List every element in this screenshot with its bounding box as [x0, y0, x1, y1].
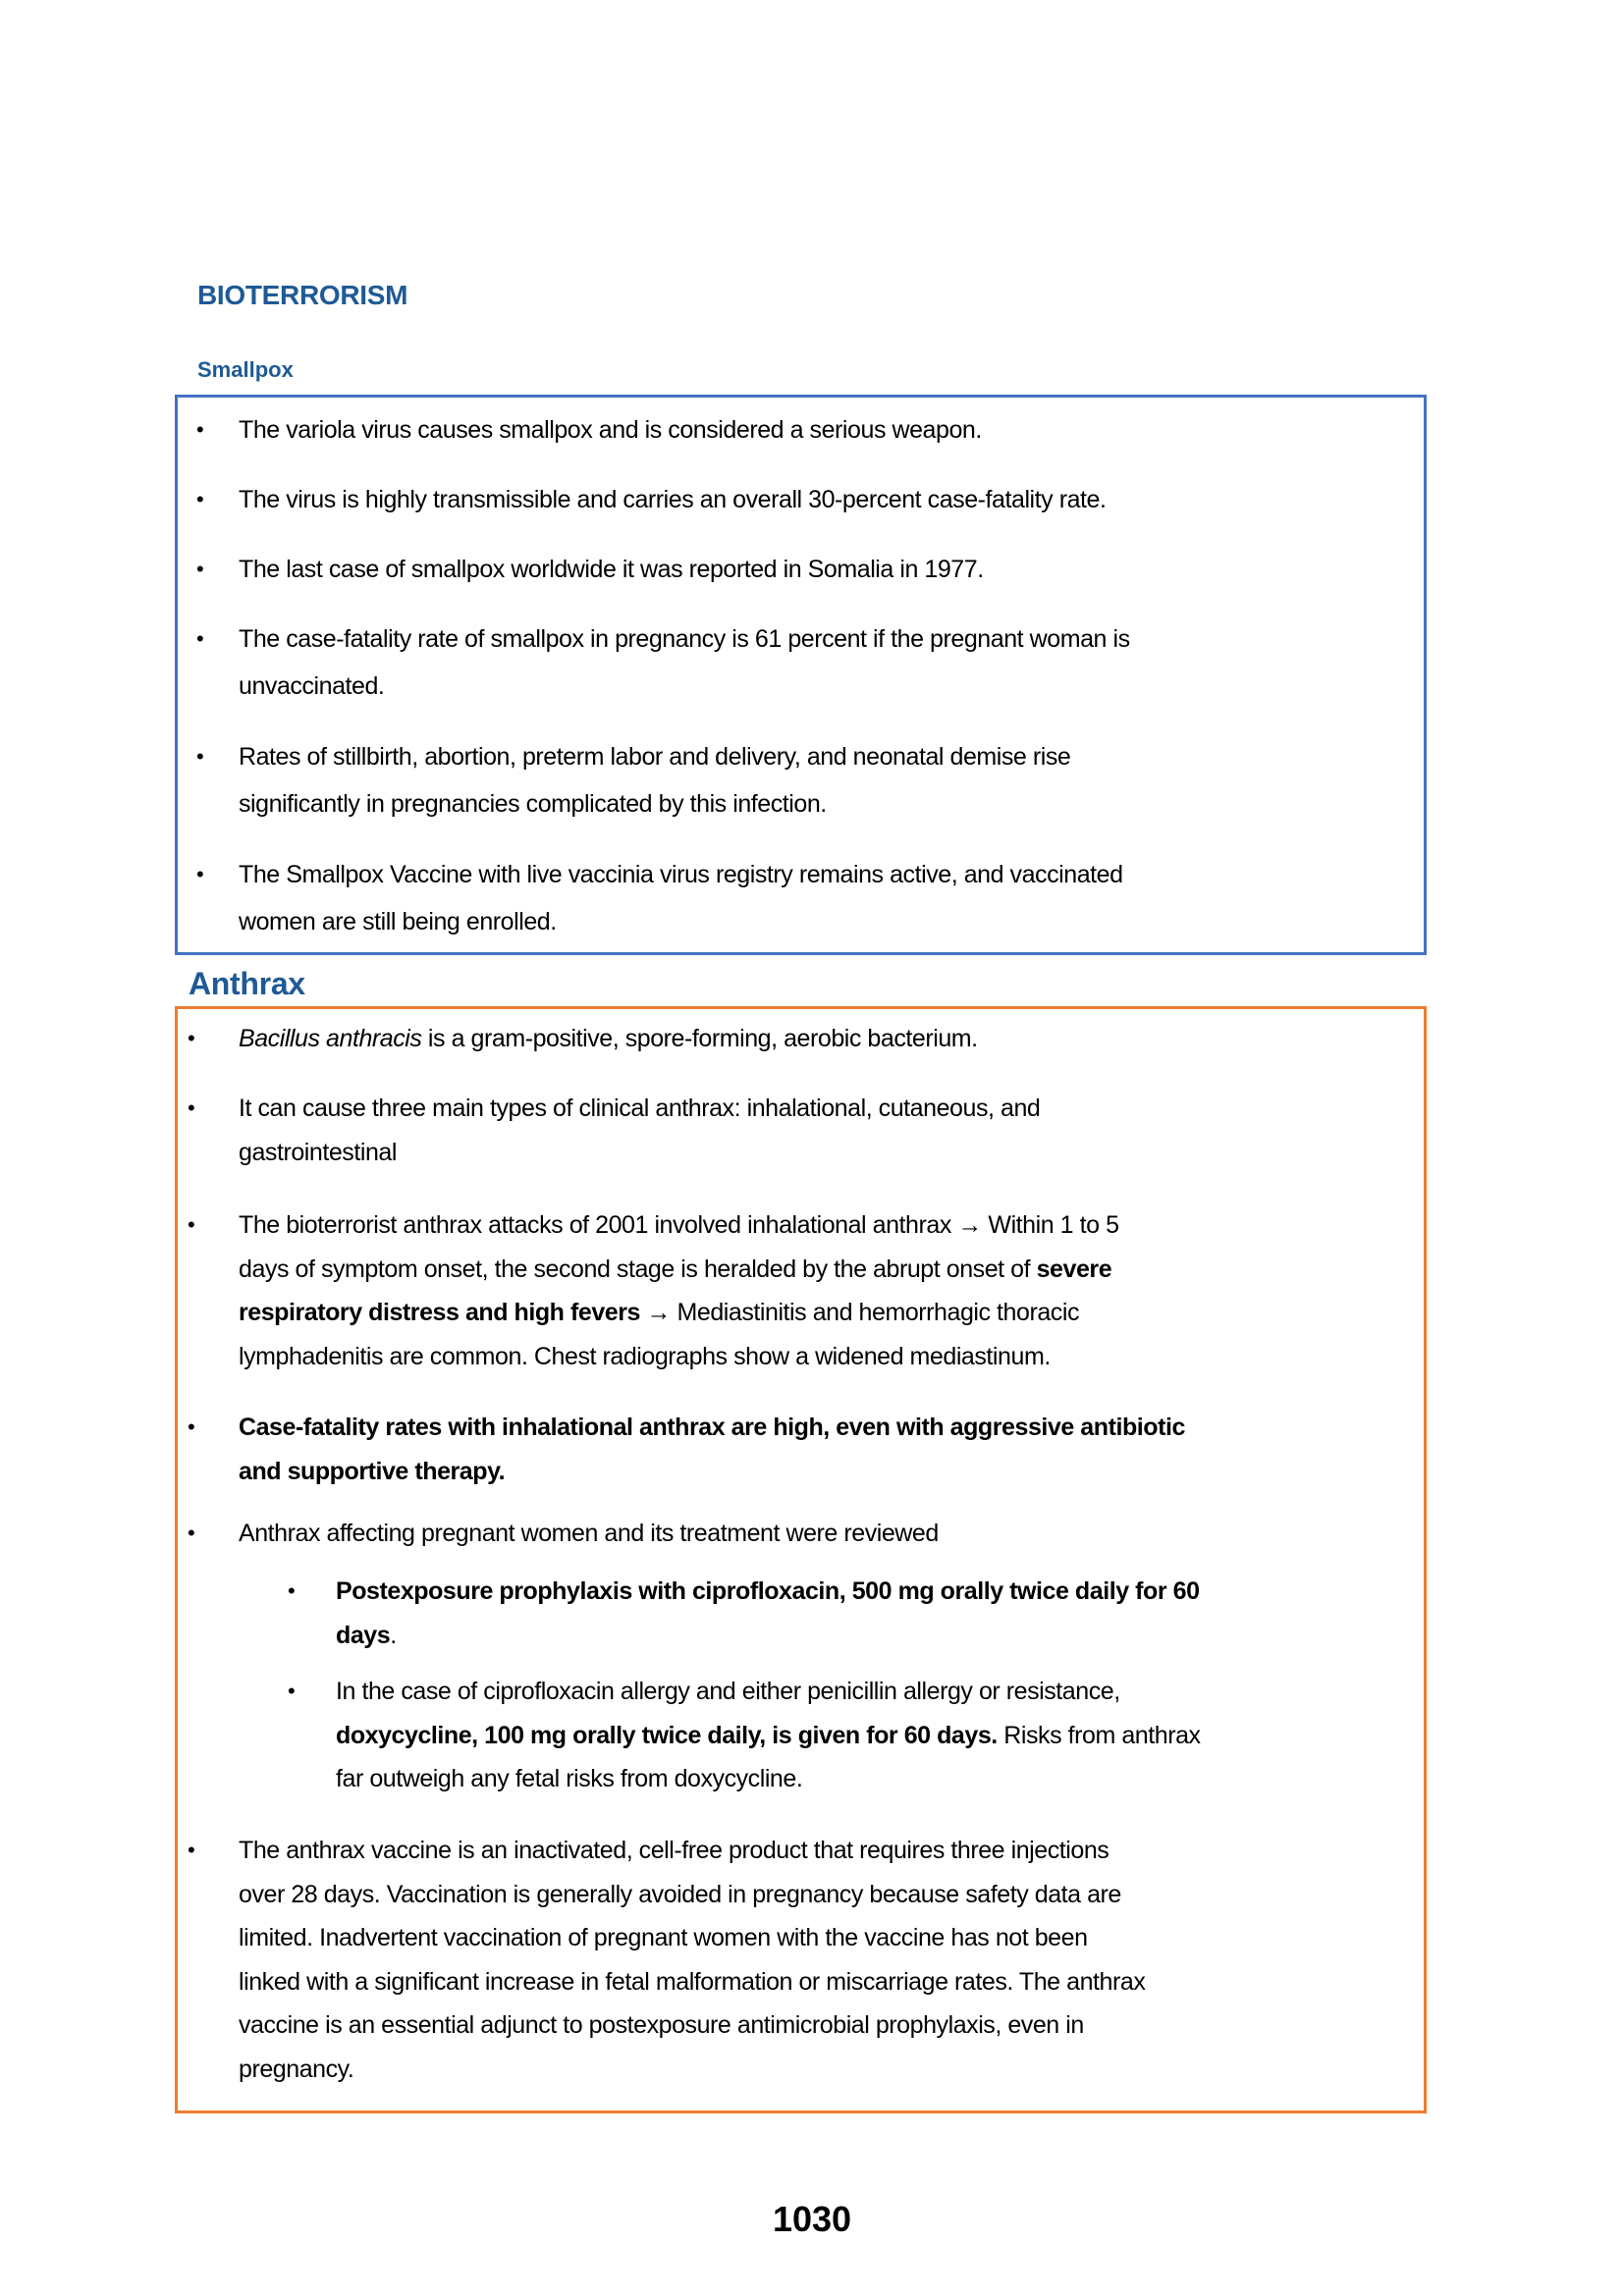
text-line	[239, 1519, 939, 1548]
text-segment: lymphadenitis are common. Chest radiographs show a widened mediastinum.	[239, 1342, 1051, 1370]
text-line	[239, 907, 557, 936]
smallpox-heading: Smallpox	[197, 357, 294, 382]
bullet-icon: •	[188, 1026, 195, 1050]
bullet-icon: •	[188, 1415, 195, 1439]
text-line	[239, 1138, 397, 1167]
bold-text: days	[336, 1621, 391, 1649]
text-segment: The Smallpox Vaccine with live vaccinia virus registry remains active, and vaccinated	[239, 861, 1123, 888]
text-line	[239, 789, 827, 819]
text-line	[239, 1094, 1040, 1123]
text-line	[239, 1210, 1119, 1240]
text-segment: over 28 days. Vaccination is generally avoided in pregnancy because safety data are	[239, 1880, 1121, 1908]
text-line	[239, 2010, 1084, 2040]
bold-text: severe	[1036, 1255, 1112, 1283]
text-segment: The last case of smallpox worldwide it was reported in Somalia in 1977.	[239, 556, 984, 583]
text-segment: Risks from anthrax	[997, 1721, 1201, 1749]
bullet-icon: •	[196, 487, 204, 511]
bullet-icon: •	[196, 417, 204, 442]
text-line	[239, 624, 1130, 654]
text-line	[239, 1413, 1185, 1442]
bullet-icon: •	[288, 1578, 296, 1603]
text-segment: vaccine is an essential adjunct to postexposure antimicrobial prophylaxis, even in	[239, 2011, 1084, 2039]
text-line	[239, 2055, 353, 2084]
text-segment: women are still being enrolled.	[239, 908, 557, 935]
bullet-icon: •	[188, 1838, 195, 1862]
bullet-icon: •	[188, 1212, 195, 1237]
bullet-icon: •	[188, 1095, 195, 1120]
anthrax-heading: Anthrax	[189, 966, 305, 1001]
text-line	[239, 1255, 1111, 1284]
text-line	[239, 555, 984, 584]
text-segment: → Mediastinitis and hemorrhagic thoracic	[639, 1299, 1079, 1326]
text-line	[336, 1677, 1120, 1706]
page-number: 1030	[772, 2199, 852, 2239]
text-segment: days of symptom onset, the second stage is heralded by the abrupt onset of	[239, 1255, 1037, 1283]
bold-text: Case-fatality rates with inhalational anthrax are high, even with aggressive antibiotic	[239, 1414, 1185, 1441]
text-segment: gastrointestinal	[239, 1138, 397, 1166]
text-segment: The virus is highly transmissible and carries an overall 30-percent case-fatality rate.	[239, 486, 1107, 513]
text-segment: The case-fatality rate of smallpox in pregnancy is 61 percent if the pregnant woman is	[239, 625, 1130, 653]
bold-text: doxycycline, 100 mg orally twice daily, is given for 60 days.	[336, 1721, 998, 1749]
text-line	[239, 860, 1123, 889]
text-line	[239, 1024, 978, 1053]
text-line	[239, 1923, 1088, 1952]
bold-text: and supportive therapy.	[239, 1457, 506, 1485]
bold-text: respiratory distress and high fevers	[239, 1299, 640, 1326]
bullet-icon: •	[196, 626, 204, 651]
text-segment: In the case of ciprofloxacin allergy and either penicillin allergy or resistance,	[336, 1678, 1120, 1705]
section-title: BIOTERRORISM	[197, 280, 408, 310]
text-line	[239, 1880, 1121, 1909]
text-segment: The bioterrorist anthrax attacks of 2001 involved inhalational anthrax → Within 1 to 5	[239, 1211, 1119, 1239]
text-segment: Rates of stillbirth, abortion, preterm labor and delivery, and neonatal demise rise	[239, 743, 1071, 771]
text-line	[336, 1621, 397, 1650]
text-segment: significantly in pregnancies complicated by this infection.	[239, 790, 827, 818]
text-segment: It can cause three main types of clinical anthrax: inhalational, cutaneous, and	[239, 1095, 1041, 1122]
italic-text: Bacillus anthracis	[239, 1025, 422, 1052]
bullet-icon: •	[288, 1679, 296, 1703]
bullet-icon: •	[188, 1521, 195, 1545]
text-segment: Anthrax affecting pregnant women and its treatment were reviewed	[239, 1520, 939, 1547]
text-line	[239, 671, 384, 701]
bold-text: Postexposure prophylaxis with ciprofloxacin, 500 mg orally twice daily for 60	[336, 1577, 1200, 1605]
text-segment: limited. Inadvertent vaccination of pregnant women with the vaccine has not been	[239, 1924, 1088, 1951]
text-line	[239, 415, 982, 445]
text-segment: linked with a significant increase in fetal malformation or miscarriage rates. The anthrax	[239, 1967, 1146, 1996]
bullet-icon: •	[196, 744, 204, 769]
text-line	[239, 1836, 1109, 1865]
text-line	[336, 1764, 802, 1793]
bullet-icon: •	[196, 862, 204, 886]
text-segment: is a gram-positive, spore-forming, aerobic bacterium.	[421, 1025, 978, 1052]
text-line	[239, 485, 1106, 514]
text-line	[239, 1298, 1079, 1327]
text-segment: The anthrax vaccine is an inactivated, cell-free product that requires three injections	[239, 1837, 1110, 1864]
text-line	[239, 1457, 505, 1486]
text-segment: unvaccinated.	[239, 672, 385, 700]
bullet-icon: •	[196, 557, 204, 581]
text-segment: pregnancy.	[239, 2055, 354, 2083]
text-line	[336, 1576, 1200, 1606]
text-segment: .	[390, 1621, 397, 1649]
text-line	[336, 1721, 1201, 1750]
text-line	[239, 1967, 1145, 1997]
text-line	[239, 742, 1070, 772]
text-segment: far outweigh any fetal risks from doxycycline.	[336, 1765, 803, 1792]
text-line	[239, 1342, 1051, 1371]
text-segment: The variola virus causes smallpox and is considered a serious weapon.	[239, 416, 982, 444]
